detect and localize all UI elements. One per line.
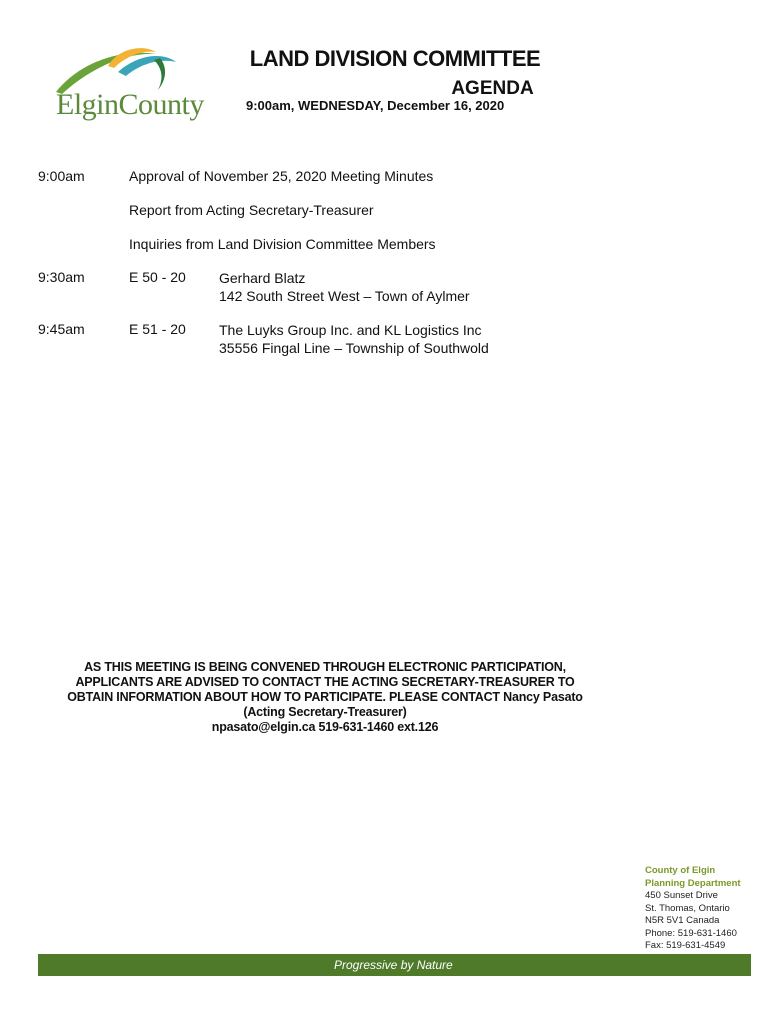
agenda-item: Report from Acting Secretary-Treasurer: [129, 202, 374, 218]
elgin-county-logo: [48, 44, 218, 126]
application-description: [219, 269, 470, 305]
agenda-item: Inquiries from Land Division Committee Members: [129, 236, 436, 252]
notice-line: AS THIS MEETING IS BEING CONVENED THROUGH ELECTRONIC PARTICIPATION,: [84, 660, 566, 674]
applicant-name: The Luyks Group Inc. and KL Logistics Inc: [219, 322, 482, 338]
contact-postal: N5R 5V1 Canada: [645, 915, 720, 926]
file-number: E 51 - 20: [129, 321, 186, 337]
notice-line: (Acting Secretary-Treasurer): [243, 705, 407, 719]
participation-notice: [40, 660, 610, 735]
contact-fax: Fax: 519-631-4549: [645, 940, 726, 951]
agenda-time: 9:45am: [38, 321, 85, 337]
application-description: [219, 321, 489, 357]
contact-city: St. Thomas, Ontario: [645, 902, 730, 914]
applicant-name: Gerhard Blatz: [219, 270, 306, 286]
contact-block: [645, 865, 741, 953]
footer-tagline: Progressive by Nature: [334, 958, 453, 972]
meeting-datetime: 9:00am, WEDNESDAY, December 16, 2020: [246, 98, 505, 113]
file-number: E 50 - 20: [129, 269, 186, 285]
page-subtitle: [200, 78, 590, 100]
agenda-label: AGENDA: [451, 78, 534, 99]
contact-address: 450 Sunset Drive: [645, 890, 718, 901]
application-location: 35556 Fingal Line – Township of Southwold: [219, 340, 489, 356]
page-title: LAND DIVISION COMMITTEE: [249, 46, 541, 71]
contact-department: Planning Department: [645, 877, 741, 889]
agenda-item: Approval of November 25, 2020 Meeting Minutes: [129, 168, 434, 184]
notice-contact: npasato@elgin.ca 519-631-1460 ext.126: [211, 720, 439, 734]
application-location: 142 South Street West – Town of Aylmer: [219, 288, 470, 304]
agenda-time: 9:00am: [38, 168, 85, 184]
agenda-time: 9:30am: [38, 269, 85, 285]
logo-wordmark: ElginCounty: [56, 88, 204, 121]
contact-org: County of Elgin: [645, 865, 716, 876]
contact-phone: Phone: 519-631-1460: [645, 927, 737, 939]
footer-bar: [38, 954, 751, 976]
notice-line: OBTAIN INFORMATION ABOUT HOW TO PARTICIPATE. PLEASE CONTACT Nancy Pasato: [67, 690, 583, 704]
notice-line: APPLICANTS ARE ADVISED TO CONTACT THE ACTING SECRETARY-TREASURER TO: [75, 675, 575, 689]
